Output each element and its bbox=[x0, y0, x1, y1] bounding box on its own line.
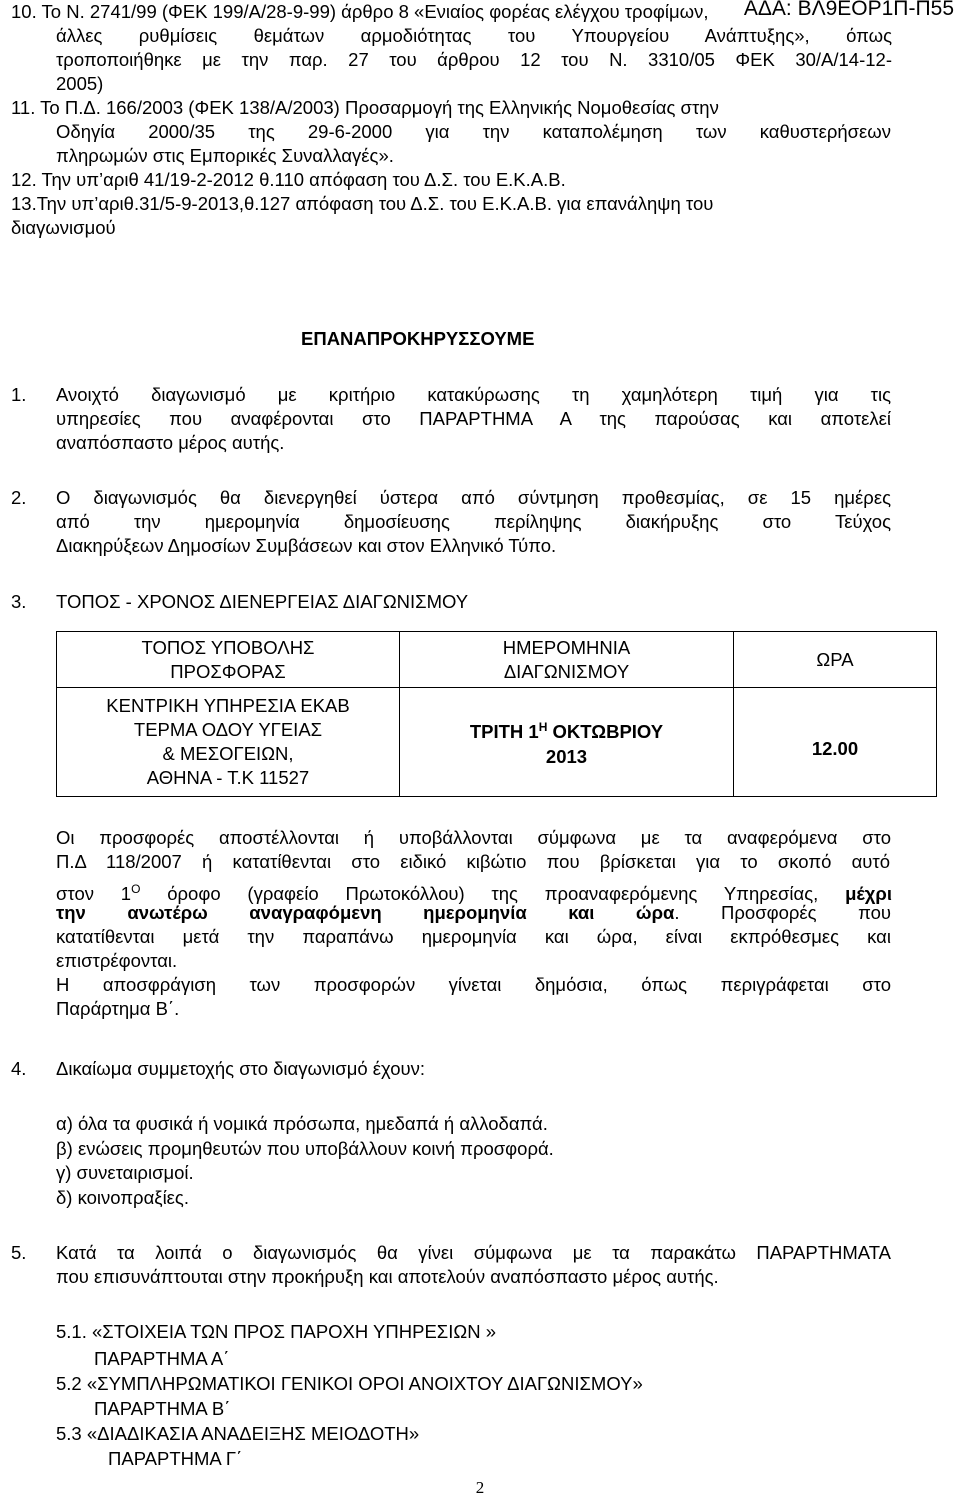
item-11-line-2: Οδηγία 2000/35 της 29-6-2000 για την καταπολέμηση των καθυστερήσεων bbox=[56, 121, 891, 142]
time-value: 12.00 bbox=[811, 738, 859, 759]
p1-l4-bold: την ανωτέρω αναγραφόμενη ημερομηνία και ώρα bbox=[56, 902, 675, 923]
section-5-line-2: που επισυνάπτουται στην προκήρυξη και αποτελούν αναπόσπαστο μέρος αυτής. bbox=[56, 1266, 719, 1287]
p1-l3-b: όροφο (γραφείο Πρωτοκόλλου) της προαναφερόμενης Υπηρεσίας, bbox=[140, 883, 846, 905]
section-4-title: Δικαίωμα συμμετοχής στο διαγωνισμό έχουν: bbox=[56, 1058, 426, 1079]
eligibility-item: δ) κοινοπραξίες. bbox=[56, 1187, 189, 1208]
ada-code: ΑΔΑ: ΒΛ9ΕΟΡ1Π-Π55 bbox=[743, 0, 954, 20]
table-data-row bbox=[57, 688, 937, 797]
proclamation-heading: ΕΠΑΝΑΠΡΟΚΗΡΥΣΣΟΥΜΕ bbox=[301, 328, 535, 349]
section-5-number: 5. bbox=[11, 1242, 27, 1263]
section-3-p1-line-1: Οι προσφορές αποστέλλονται ή υποβάλλονται σύμφωνα με τα αναφερόμενα στο bbox=[56, 827, 891, 848]
section-1-line-1: Ανοιχτό διαγωνισμό με κριτήριο κατακύρωσης τη χαμηλότερη τιμή για τις bbox=[56, 384, 891, 405]
item-13-line-2: διαγωνισμού bbox=[11, 217, 116, 238]
annex-label: ΠΑΡΑΡΤΗΜΑ Α΄ bbox=[94, 1348, 230, 1369]
place-line-4: ΑΘΗΝΑ - Τ.Κ 11527 bbox=[146, 767, 310, 788]
annex-label: ΠΑΡΑΡΤΗΜΑ Β΄ bbox=[94, 1398, 231, 1419]
item-12: 12. Την υπ’αριθ 41/19-2-2012 θ.110 απόφαση του Δ.Σ. του Ε.Κ.Α.Β. bbox=[11, 169, 566, 190]
item-10-line-1: 10. Το Ν. 2741/99 (ΦΕΚ 199/Α/28-9-99) άρθρο 8 «Ενιαίος φορέας ελέγχου τροφίμων, bbox=[11, 1, 709, 22]
section-1-line-3: αναπόσπαστο μέρος αυτής. bbox=[56, 432, 285, 453]
header-place bbox=[57, 632, 400, 688]
item-11-line-3: πληρωμών στις Εμπορικές Συναλλαγές». bbox=[56, 145, 394, 166]
p1-l4-rest: . Προσφορές που bbox=[674, 902, 891, 923]
section-1-line-2: υπηρεσίες που αναφέρονται στο ΠΑΡΑΡΤΗΜΑ Α της παρούσας και αποτελεί bbox=[56, 408, 891, 429]
item-10-line-2: άλλες ρυθμίσεις θεμάτων αρμοδιότητας του Υπουργείου Ανάπτυξης», όπως bbox=[56, 25, 892, 46]
section-4-number: 4. bbox=[11, 1058, 27, 1079]
eligibility-item: γ) συνεταιρισμοί. bbox=[56, 1162, 194, 1183]
page-number: 2 bbox=[475, 1478, 485, 1497]
header-place-line-2: ΠΡΟΣΦΟΡΑΣ bbox=[170, 660, 286, 682]
place-line-1: ΚΕΝΤΡΙΚΗ ΥΠΗΡΕΣΙΑ ΕΚΑΒ bbox=[106, 695, 350, 716]
cell-place bbox=[57, 688, 400, 797]
header-date bbox=[400, 632, 734, 688]
eligibility-item: α) όλα τα φυσικά ή νομικά πρόσωπα, ημεδαπά ή αλλοδαπά. bbox=[56, 1113, 548, 1134]
eligibility-item: β) ενώσεις προμηθευτών που υποβάλλουν κοινή προσφορά. bbox=[56, 1138, 554, 1159]
section-3-p1-line-4 bbox=[56, 901, 891, 925]
header-time: ΩΡΑ bbox=[734, 632, 937, 688]
date-ordinal: Η bbox=[538, 720, 548, 735]
procedure-table bbox=[56, 631, 937, 797]
item-10-line-3: τροποποιήθηκε με την παρ. 27 του άρθρου 12 του Ν. 3310/05 ΦΕΚ 30/Α/14-12- bbox=[56, 49, 892, 70]
header-date-line-1: ΗΜΕΡΟΜΗΝΙΑ bbox=[502, 636, 631, 658]
annex-label: ΠΑΡΑΡΤΗΜΑ Γ΄ bbox=[108, 1448, 243, 1469]
item-11-line-1: 11. Το Π.Δ. 166/2003 (ΦΕΚ 138/Α/2003) Προσαρμογή της Ελληνικής Νομοθεσίας στην bbox=[11, 97, 719, 118]
annex-title: 5.1. «ΣΤΟΙΧΕΙΑ ΤΩΝ ΠΡΟΣ ΠΑΡΟΧΗ ΥΠΗΡΕΣΙΩΝ » bbox=[56, 1321, 496, 1342]
date-line-1 bbox=[400, 715, 733, 744]
place-line-3: & ΜΕΣΟΓΕΙΩΝ, bbox=[162, 743, 294, 764]
annex-title: 5.2 «ΣΥΜΠΛΗΡΩΜΑΤΙΚΟΙ ΓΕΝΙΚΟΙ ΟΡΟΙ ΑΝΟΙΧΤΟΥ ΔΙΑΓΩΝΙΣΜΟΥ» bbox=[56, 1373, 643, 1394]
section-3-p2-line-1: Η αποσφράγιση των προσφορών γίνεται δημόσια, όπως περιγράφεται στο bbox=[56, 974, 891, 995]
section-2-line-1: Ο διαγωνισμός θα διενεργηθεί ύστερα από σύντμηση προθεσμίας, σε 15 ημέρες bbox=[56, 487, 891, 508]
section-3-number: 3. bbox=[11, 591, 27, 612]
header-place-line-1: ΤΟΠΟΣ ΥΠΟΒΟΛΗΣ bbox=[141, 636, 315, 658]
section-2-number: 2. bbox=[11, 487, 27, 508]
cell-time bbox=[734, 688, 937, 797]
date-day: ΤΡΙΤΗ 1 bbox=[469, 721, 539, 743]
date-year: 2013 bbox=[545, 745, 588, 767]
section-2-line-3: Διακηρύξεων Δημοσίων Συμβάσεων και στον Ελληνικό Τύπο. bbox=[56, 535, 557, 556]
section-3-title: ΤΟΠΟΣ - ΧΡΟΝΟΣ ΔΙΕΝΕΡΓΕΙΑΣ ΔΙΑΓΩΝΙΣΜΟΥ bbox=[56, 591, 469, 612]
annex-title: 5.3 «ΔΙΑΔΙΚΑΣΙΑ ΑΝΑΔΕΙΞΗΣ ΜΕΙΟΔΟΤΗ» bbox=[56, 1423, 420, 1444]
table-header-row bbox=[57, 632, 937, 688]
section-5-line-1: Κατά τα λοιπά ο διαγωνισμός θα γίνει σύμφωνα με τα παρακάτω ΠΑΡΑΡΤΗΜΑΤΑ bbox=[56, 1242, 891, 1263]
section-2-line-2: από την ημερομηνία δημοσίευσης περίληψης διακήρυξης στο Τεύχος bbox=[56, 511, 891, 532]
p1-l3-sup: Ο bbox=[131, 882, 141, 896]
place-line-2: ΤΕΡΜΑ ΟΔΟΥ ΥΓΕΙΑΣ bbox=[133, 719, 323, 740]
section-3-p1-line-5: κατατίθενται μετά την παραπάνω ημερομηνία και ώρα, είναι εκπρόθεσμες και bbox=[56, 926, 891, 947]
section-3-p1-line-2: Π.Δ 118/2007 ή κατατίθενται στο ειδικό κιβώτιο που βρίσκεται για το σκοπό αυτό bbox=[56, 851, 890, 872]
cell-date bbox=[400, 688, 734, 797]
date-month: ΟΚΤΩΒΡΙΟΥ bbox=[547, 721, 664, 743]
item-13-line-1: 13.Την υπ’αριθ.31/5-9-2013,θ.127 απόφαση του Δ.Σ. του Ε.Κ.Α.Β. για επανάληψη του bbox=[11, 193, 714, 214]
section-3-p1-line-6: επιστρέφονται. bbox=[56, 950, 178, 971]
header-date-line-2: ΔΙΑΓΩΝΙΣΜΟΥ bbox=[503, 660, 630, 682]
section-1-number: 1. bbox=[11, 384, 27, 405]
item-10-line-4: 2005) bbox=[56, 73, 104, 94]
p1-l3-bold: μέχρι bbox=[845, 883, 892, 905]
p1-l3-a: στον 1 bbox=[56, 883, 132, 905]
section-3-p2-line-2: Παράρτημα Β΄. bbox=[56, 998, 180, 1019]
